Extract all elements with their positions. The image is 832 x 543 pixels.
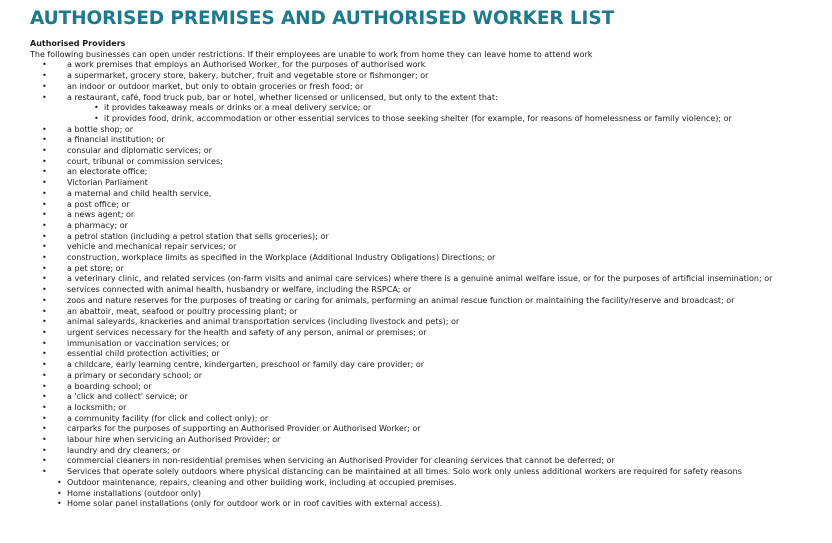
bullet-icon: • xyxy=(42,392,47,402)
bullet-icon: • xyxy=(42,71,47,81)
list-item-text: commercial cleaners in non-residential premises when servicing an Authorised Provider for cleaning services that cannot be deferred; or xyxy=(67,456,615,466)
authorised-providers-list xyxy=(30,60,820,510)
bullet-icon: • xyxy=(42,135,47,145)
bullet-icon: • xyxy=(42,338,47,348)
bullet-icon: • xyxy=(57,499,62,509)
bullet-icon: • xyxy=(42,467,47,477)
list-item-text: a pet store; or xyxy=(67,263,124,273)
bullet-icon: • xyxy=(42,253,47,263)
list-item-text: a supermarket, grocery store, bakery, butcher, fruit and vegetable store or fishmonger; or xyxy=(67,71,429,81)
list-item xyxy=(30,424,820,435)
bullet-icon: • xyxy=(42,231,47,241)
list-item xyxy=(30,232,820,243)
list-item xyxy=(30,167,820,178)
list-item-text: Victorian Parliament xyxy=(67,178,148,188)
list-item-text: a pharmacy; or xyxy=(67,220,128,230)
sub-list-item xyxy=(57,499,820,510)
bullet-icon: • xyxy=(57,488,62,498)
bullet-icon: • xyxy=(42,435,47,445)
list-item xyxy=(30,135,820,146)
bullet-icon: • xyxy=(42,285,47,295)
list-item-text: an electorate office; xyxy=(67,167,148,177)
sub-list-item xyxy=(57,477,820,489)
bullet-icon: • xyxy=(42,349,47,359)
bullet-icon: • xyxy=(42,327,47,337)
sub-list-item xyxy=(67,103,820,114)
bullet-icon: • xyxy=(42,92,47,102)
bullet-icon: • xyxy=(42,263,47,273)
list-item xyxy=(30,189,820,200)
list-item xyxy=(30,93,820,125)
sub-list-item-text: Home installations (outdoor only) xyxy=(67,488,202,498)
list-item-text: vehicle and mechanical repair services; or xyxy=(67,242,237,252)
list-item xyxy=(30,382,820,393)
list-item-text: laundry and dry cleaners; or xyxy=(67,445,181,455)
list-item xyxy=(30,71,820,82)
bullet-icon: • xyxy=(42,167,47,177)
list-item-text: a boarding school; or xyxy=(67,381,152,391)
bullet-icon: • xyxy=(42,60,47,70)
bullet-icon: • xyxy=(42,381,47,391)
list-item xyxy=(30,307,820,318)
list-item xyxy=(30,414,820,425)
list-item xyxy=(30,435,820,446)
bullet-icon: • xyxy=(42,81,47,91)
sub-list-item-text: Home solar panel installations (only for outdoor work or in roof cavities with external access). xyxy=(67,499,443,509)
list-item xyxy=(30,82,820,93)
list-item-text: labour hire when servicing an Authorised Provider; or xyxy=(67,435,281,445)
bullet-icon: • xyxy=(42,124,47,134)
list-item xyxy=(30,157,820,168)
bullet-icon: • xyxy=(42,146,47,156)
bullet-icon: • xyxy=(42,242,47,252)
bullet-icon: • xyxy=(57,477,62,487)
sub-list xyxy=(57,477,820,510)
bullet-icon: • xyxy=(42,188,47,198)
bullet-icon: • xyxy=(42,156,47,166)
list-item-text: an abattoir, meat, seafood or poultry processing plant; or xyxy=(67,306,298,316)
list-item-text: a locksmith; or xyxy=(67,402,127,412)
list-item xyxy=(30,125,820,136)
list-item xyxy=(30,146,820,157)
list-item xyxy=(30,403,820,414)
bullet-icon: • xyxy=(42,178,47,188)
list-item xyxy=(30,360,820,371)
bullet-icon: • xyxy=(42,424,47,434)
list-item-text: services connected with animal health, husbandry or welfare, including the RSPCA; or xyxy=(67,285,412,295)
list-item-text: a 'click and collect' service; or xyxy=(67,392,188,402)
bullet-icon: • xyxy=(42,413,47,423)
list-item xyxy=(30,371,820,382)
list-item xyxy=(30,446,820,457)
list-item xyxy=(30,253,820,264)
intro-text: The following businesses can open under restrictions. If their employees are unable to work from home they can leave home to attend work xyxy=(30,49,593,59)
list-item-text: a maternal and child health service, xyxy=(67,188,212,198)
bullet-icon: • xyxy=(42,295,47,305)
list-item xyxy=(30,60,820,71)
list-item-text: animal saleyards, knackeries and animal transportation services (including livestock and pets); or xyxy=(67,317,460,327)
list-item-text: a post office; or xyxy=(67,199,130,209)
list-item-text: a news agent; or xyxy=(67,210,135,220)
list-item xyxy=(30,467,820,510)
document-body xyxy=(30,39,820,510)
list-item-text: essential child protection activities; or xyxy=(67,349,220,359)
list-item xyxy=(30,200,820,211)
list-item xyxy=(30,274,820,285)
list-item xyxy=(30,328,820,339)
list-item-text: immunisation or vaccination services; or xyxy=(67,338,230,348)
list-item-text: Services that operate solely outdoors where physical distancing can be maintained at all times. Solo work only unless additional workers are required for safety reasons xyxy=(67,467,742,477)
list-item-text: a petrol station (including a petrol station that sells groceries); or xyxy=(67,231,329,241)
list-item xyxy=(30,242,820,253)
bullet-icon: • xyxy=(42,274,47,284)
bullet-icon: • xyxy=(42,210,47,220)
list-item-text: court, tribunal or commission services; xyxy=(67,156,223,166)
list-item xyxy=(30,264,820,275)
sub-list xyxy=(67,103,820,124)
bullet-icon: • xyxy=(42,445,47,455)
list-item-text: an indoor or outdoor market, but only to obtain groceries or fresh food; or xyxy=(67,81,364,91)
sub-list-item xyxy=(67,114,820,125)
list-item xyxy=(30,296,820,307)
list-item-text: consular and diplomatic services; or xyxy=(67,146,212,156)
bullet-icon: • xyxy=(42,370,47,380)
list-item-text: carparks for the purposes of supporting an Authorised Provider or Authorised Worker; or xyxy=(67,424,421,434)
list-item xyxy=(30,317,820,328)
bullet-icon: • xyxy=(94,113,99,123)
list-item-text: a bottle shop; or xyxy=(67,124,134,134)
bullet-icon: • xyxy=(42,199,47,209)
list-item-text: a childcare, early learning centre, kindergarten, preschool or family day care provider; or xyxy=(67,360,425,370)
section-heading: Authorised Providers xyxy=(30,39,126,48)
list-item-text: a veterinary clinic, and related services (on-farm visits and animal care services) where there is a genuine animal welfare issue, or for the purposes of artificial insemination; or xyxy=(67,274,773,284)
bullet-icon: • xyxy=(42,306,47,316)
list-item xyxy=(30,456,820,467)
list-item-text: a financial institution; or xyxy=(67,135,165,145)
page-title: AUTHORISED PREMISES AND AUTHORISED WORKER LIST xyxy=(30,8,615,29)
bullet-icon: • xyxy=(42,360,47,370)
list-item xyxy=(30,339,820,350)
bullet-icon: • xyxy=(42,456,47,466)
bullet-icon: • xyxy=(94,103,99,113)
bullet-icon: • xyxy=(42,402,47,412)
list-item xyxy=(30,221,820,232)
list-item-text: a restaurant, café, food truck pub, bar or hotel, whether licensed or unlicensed, but only to the extent that: xyxy=(67,92,498,102)
list-item-text: construction, workplace limits as specified in the Workplace (Additional Industry Obligations) Directions; or xyxy=(67,253,496,263)
list-item-text: zoos and nature reserves for the purposes of treating or caring for animals, performing an animal rescue function or maintaining the facility/reserve and broadcast; or xyxy=(67,295,735,305)
bullet-icon: • xyxy=(42,220,47,230)
list-item-text: a community facility (for click and collect only); or xyxy=(67,413,269,423)
list-item xyxy=(30,210,820,221)
sub-list-item xyxy=(57,488,820,500)
list-item-text: a primary or secondary school; or xyxy=(67,370,203,380)
list-item xyxy=(30,178,820,189)
list-item xyxy=(30,349,820,360)
sub-list-item-text: it provides food, drink, accommodation or other essential services to those seeking shelter (for example, for reasons of homelessness or family violence); or xyxy=(104,113,732,123)
list-item-text: a work premises that employs an Authorised Worker, for the purposes of authorised work xyxy=(67,60,426,70)
list-item xyxy=(30,285,820,296)
list-item xyxy=(30,392,820,403)
sub-list-item-text: Outdoor maintenance, repairs, cleaning and other building work, including at occupied premises. xyxy=(67,477,457,487)
list-item-text: urgent services necessary for the health and safety of any person, animal or premises; or xyxy=(67,327,427,337)
bullet-icon: • xyxy=(42,317,47,327)
sub-list-item-text: it provides takeaway meals or drinks or a meal delivery service; or xyxy=(104,103,372,113)
